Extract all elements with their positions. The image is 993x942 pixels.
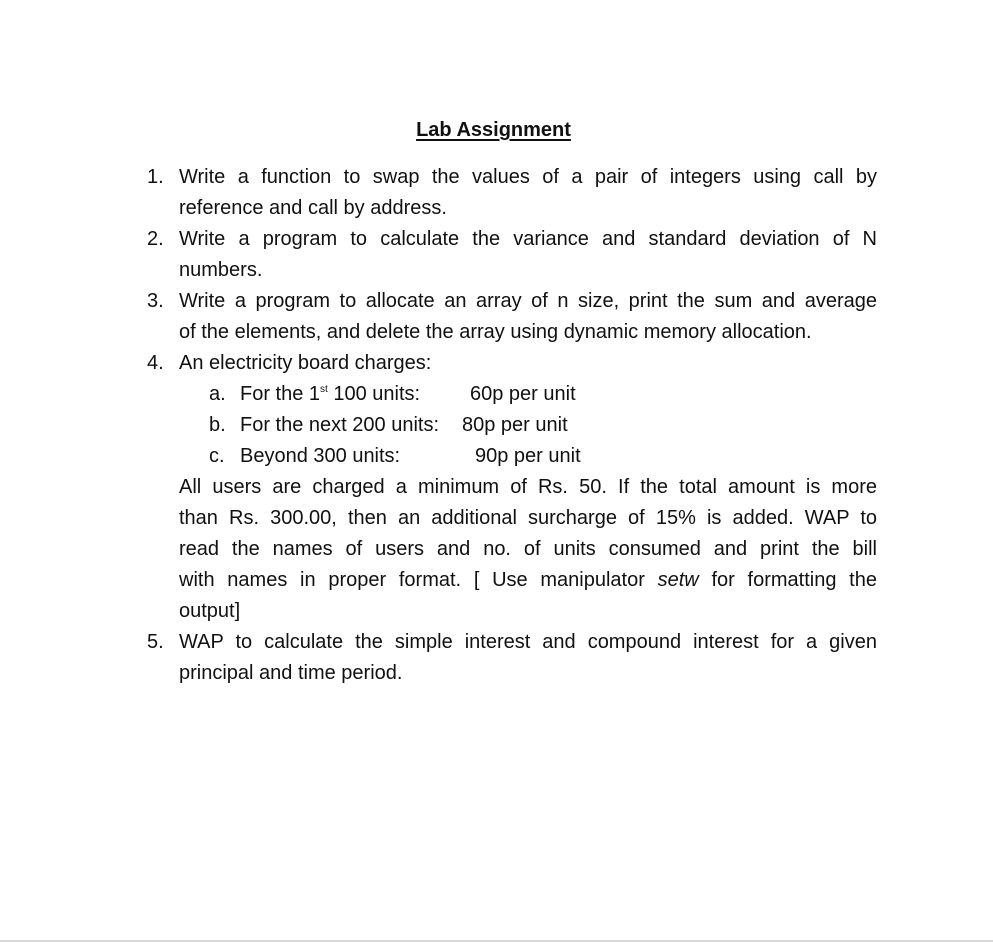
- sub-item-c: [179, 441, 877, 472]
- sub-item-b: [179, 410, 877, 441]
- setw-emphasis: setw: [657, 569, 699, 591]
- list-item-number: 1.: [147, 166, 164, 188]
- list-item-text-line: Write a program to allocate an array of n size, print the sum and average: [179, 290, 877, 312]
- sub-item-label: Beyond 300 units:: [240, 445, 401, 467]
- list-item-text-line: with names in proper format. [ Use manipulator setw for formatting the: [179, 569, 877, 591]
- sub-item-rate: 80p per unit: [462, 414, 568, 436]
- list-item-text-line: reference and call by address.: [179, 197, 447, 219]
- list-item-text-line: than Rs. 300.00, then an additional surcharge of 15% is added. WAP to: [179, 507, 877, 529]
- sub-item-letter: c.: [209, 445, 225, 467]
- list-item-text-line: principal and time period.: [179, 662, 403, 684]
- sub-item-rate: 60p per unit: [470, 383, 576, 405]
- ordinal-superscript: st: [320, 384, 328, 395]
- list-item-text-line: of the elements, and delete the array using dynamic memory allocation.: [179, 321, 812, 343]
- list-item-text-line: numbers.: [179, 259, 263, 281]
- sub-item-rate: 90p per unit: [475, 445, 581, 467]
- sub-item-letter: b.: [209, 414, 226, 436]
- assignment-list: [147, 162, 877, 689]
- sub-item-a: [179, 379, 877, 410]
- list-item-5: [147, 627, 877, 689]
- list-item-text-line: Write a program to calculate the variance and standard deviation of N: [179, 228, 877, 250]
- sub-item-label: For the 1st 100 units:: [240, 383, 421, 405]
- list-item-text-line: An electricity board charges:: [179, 352, 432, 374]
- page-title: Lab Assignment: [416, 119, 571, 141]
- list-item-number: 3.: [147, 290, 164, 312]
- list-item-number: 5.: [147, 631, 164, 653]
- list-item-text-line: Write a function to swap the values of a pair of integers using call by: [179, 166, 877, 188]
- list-item-number: 2.: [147, 228, 164, 250]
- list-item-text-line: WAP to calculate the simple interest and compound interest for a given: [179, 631, 877, 653]
- list-item-2: [147, 224, 877, 286]
- sub-item-letter: a.: [209, 383, 226, 405]
- list-item-text-line: read the names of users and no. of units consumed and print the bill: [179, 538, 877, 560]
- sub-item-label: For the next 200 units:: [240, 414, 440, 436]
- list-item-1: [147, 162, 877, 224]
- list-item-number: 4.: [147, 352, 164, 374]
- list-item-text-line: output]: [179, 600, 241, 622]
- list-item-4: [147, 348, 877, 627]
- list-item-text-line: All users are charged a minimum of Rs. 50. If the total amount is more: [179, 476, 877, 498]
- list-item-3: [147, 286, 877, 348]
